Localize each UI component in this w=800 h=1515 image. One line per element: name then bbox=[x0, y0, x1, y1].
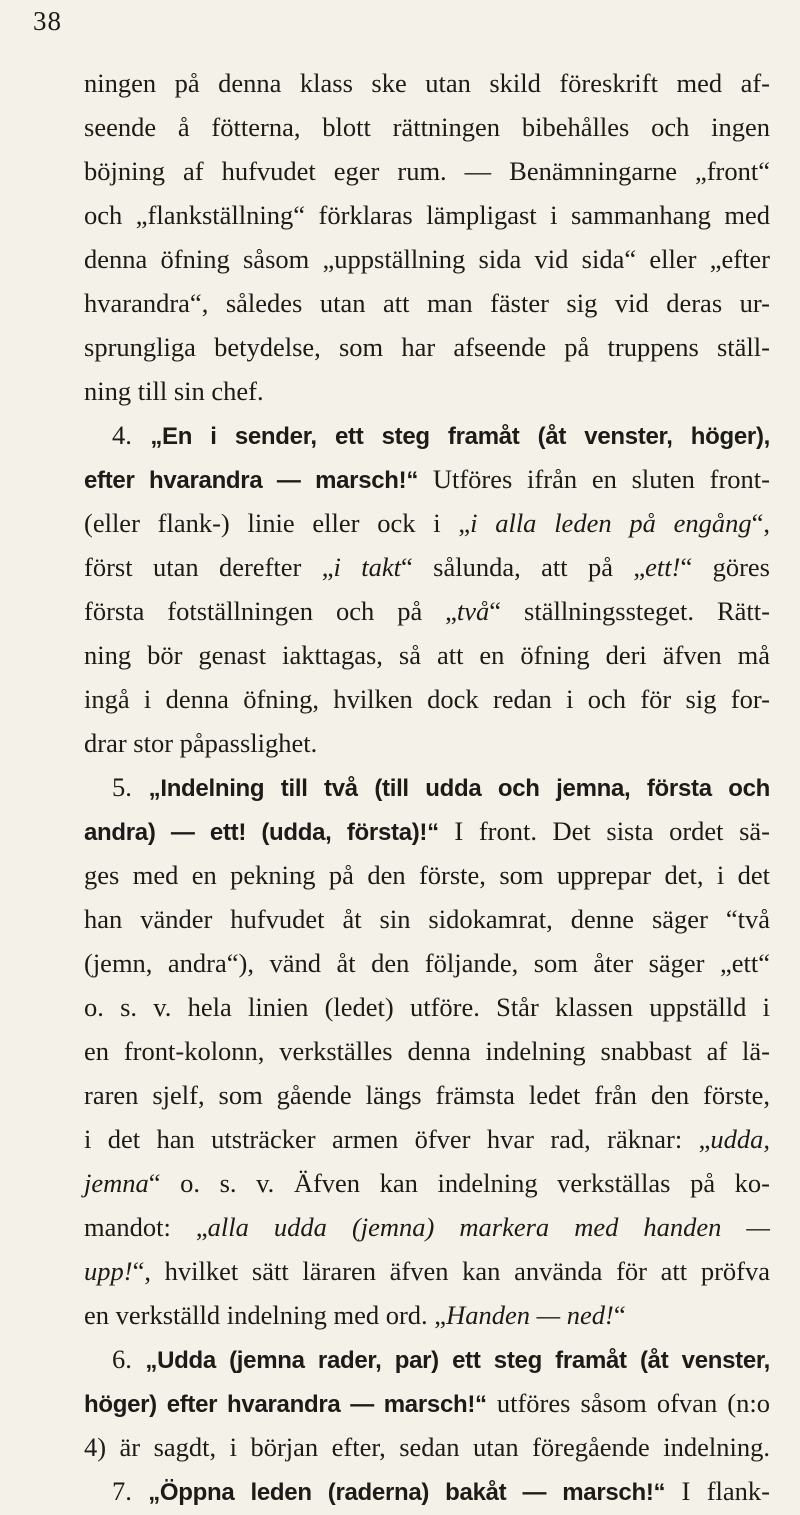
text-segment: (eller flank-) linie eller ock i „ bbox=[84, 508, 471, 538]
command-text: höger) efter hvarandra — marsch!“ bbox=[84, 1391, 487, 1418]
italic-text: ett! bbox=[645, 552, 681, 582]
text-line bbox=[84, 765, 770, 809]
command-text: „Udda (jemna rader, par) ett steg framåt (åt venster, bbox=[145, 1347, 770, 1374]
text-segment: hvarandra“, således utan att man fäster sig vid deras ur- bbox=[84, 288, 770, 318]
text-line bbox=[84, 941, 770, 985]
text-line bbox=[84, 193, 770, 237]
italic-text: jemna bbox=[84, 1168, 149, 1198]
text-line bbox=[84, 545, 770, 589]
text-segment: 6. bbox=[112, 1344, 146, 1374]
text-segment: ningen på denna klass ske utan skild föreskrift med af- bbox=[84, 68, 770, 98]
text-line bbox=[84, 1161, 770, 1205]
text-line bbox=[84, 1029, 770, 1073]
text-line bbox=[84, 985, 770, 1029]
text-line bbox=[84, 413, 770, 457]
text-segment: “, hvilket sätt läraren äfven kan använda för att pröfva bbox=[132, 1256, 770, 1286]
text-segment: “ bbox=[613, 1300, 626, 1330]
text-line bbox=[84, 281, 770, 325]
text-segment: ning bör genast iakttagas, så att en öfning deri äfven må bbox=[84, 640, 770, 670]
text-segment: sprungliga betydelse, som har afseende på truppens ställ- bbox=[84, 332, 770, 362]
text-segment: “ sålunda, att på „ bbox=[400, 552, 646, 582]
italic-text: Handen — ned! bbox=[446, 1300, 614, 1330]
command-text: „En i sender, ett steg framåt (åt venster, höger), bbox=[150, 423, 771, 450]
text-segment: först utan derefter „ bbox=[84, 552, 334, 582]
text-segment: första fotställningen och på „ bbox=[84, 596, 457, 626]
text-line bbox=[84, 677, 770, 721]
text-line bbox=[84, 105, 770, 149]
text-segment: ning till sin chef. bbox=[84, 376, 264, 406]
text-segment: och „flankställning“ förklaras lämpligast i sammanhang med bbox=[84, 200, 770, 230]
text-line bbox=[84, 1425, 770, 1469]
text-line bbox=[84, 1293, 770, 1337]
text-segment: “ ställningssteget. Rätt- bbox=[489, 596, 770, 626]
command-text: efter hvarandra — marsch!“ bbox=[84, 467, 419, 494]
text-segment: seende å fötterna, blott rättningen bibehålles och ingen bbox=[84, 112, 770, 142]
text-line bbox=[84, 61, 770, 105]
text-segment: en front-kolonn, verkställes denna indelning snabbast af lä- bbox=[84, 1036, 770, 1066]
text-segment: utföres såsom ofvan (n:o bbox=[486, 1388, 770, 1418]
body-text bbox=[84, 61, 770, 1513]
italic-text: två bbox=[456, 596, 490, 626]
text-segment: I front. Det sista ordet sä- bbox=[438, 816, 771, 846]
text-line bbox=[84, 897, 770, 941]
italic-text: i alla leden på engång bbox=[470, 508, 752, 538]
text-line bbox=[84, 1381, 770, 1425]
text-segment: “ o. s. v. Äfven kan indelning verkställas på ko- bbox=[148, 1168, 770, 1198]
text-segment: drar stor påpasslighet. bbox=[84, 728, 318, 758]
italic-text: alla udda (jemna) markera med handen — bbox=[207, 1212, 770, 1242]
text-segment: 5. bbox=[112, 772, 149, 802]
text-line bbox=[84, 369, 770, 413]
page-number: 38 bbox=[33, 6, 62, 36]
italic-text: i takt bbox=[333, 552, 401, 582]
text-line bbox=[84, 1249, 770, 1293]
text-line bbox=[84, 721, 770, 765]
text-segment: 7. bbox=[112, 1476, 149, 1506]
text-line bbox=[84, 237, 770, 281]
text-segment: i det han utsträcker armen öfver hvar rad, räknar: „ bbox=[84, 1124, 711, 1154]
text-segment: denna öfning såsom „uppställning sida vid sida“ eller „efter bbox=[84, 244, 770, 274]
text-segment: o. s. v. hela linien (ledet) utföre. Står klassen uppställd i bbox=[84, 992, 770, 1022]
text-segment: ingå i denna öfning, hvilken dock redan i och för sig for- bbox=[84, 684, 770, 714]
italic-text: upp! bbox=[84, 1256, 133, 1286]
text-segment: (jemn, andra“), vänd åt den följande, som åter säger „ett“ bbox=[84, 948, 770, 978]
text-line bbox=[84, 501, 770, 545]
text-segment: en verkställd indelning med ord. „ bbox=[84, 1300, 447, 1330]
text-line bbox=[84, 853, 770, 897]
text-line bbox=[84, 809, 770, 853]
text-segment: böjning af hufvudet eger rum. — Benämningarne „front“ bbox=[84, 156, 770, 186]
text-line bbox=[84, 325, 770, 369]
text-segment: han vänder hufvudet åt sin sidokamrat, denne säger “två bbox=[84, 904, 770, 934]
command-text: „Öppna leden (raderna) bakåt — marsch!“ bbox=[148, 1479, 666, 1506]
text-segment: I flank- bbox=[665, 1476, 770, 1506]
text-line bbox=[84, 1073, 770, 1117]
text-segment: “, bbox=[751, 508, 770, 538]
text-line bbox=[84, 149, 770, 193]
text-line bbox=[84, 1337, 770, 1381]
italic-text: udda, bbox=[710, 1124, 770, 1154]
command-text: andra) — ett! (udda, första)!“ bbox=[84, 819, 439, 846]
text-segment: 4) är sagdt, i början efter, sedan utan föregående indelning. bbox=[84, 1432, 770, 1462]
text-segment: “ göres bbox=[680, 552, 770, 582]
text-segment: 4. bbox=[112, 420, 151, 450]
text-segment: raren sjelf, som gående längs främsta ledet från den förste, bbox=[84, 1080, 770, 1110]
text-line bbox=[84, 1469, 770, 1513]
text-segment: Utföres ifrån en sluten front- bbox=[418, 464, 770, 494]
text-line bbox=[84, 457, 770, 501]
text-line bbox=[84, 633, 770, 677]
text-segment: ges med en pekning på den förste, som upprepar det, i det bbox=[84, 860, 770, 890]
command-text: „Indelning till två (till udda och jemna, första och bbox=[148, 775, 770, 802]
text-line bbox=[84, 1205, 770, 1249]
text-segment: mandot: „ bbox=[84, 1212, 208, 1242]
text-line bbox=[84, 589, 770, 633]
text-line bbox=[84, 1117, 770, 1161]
